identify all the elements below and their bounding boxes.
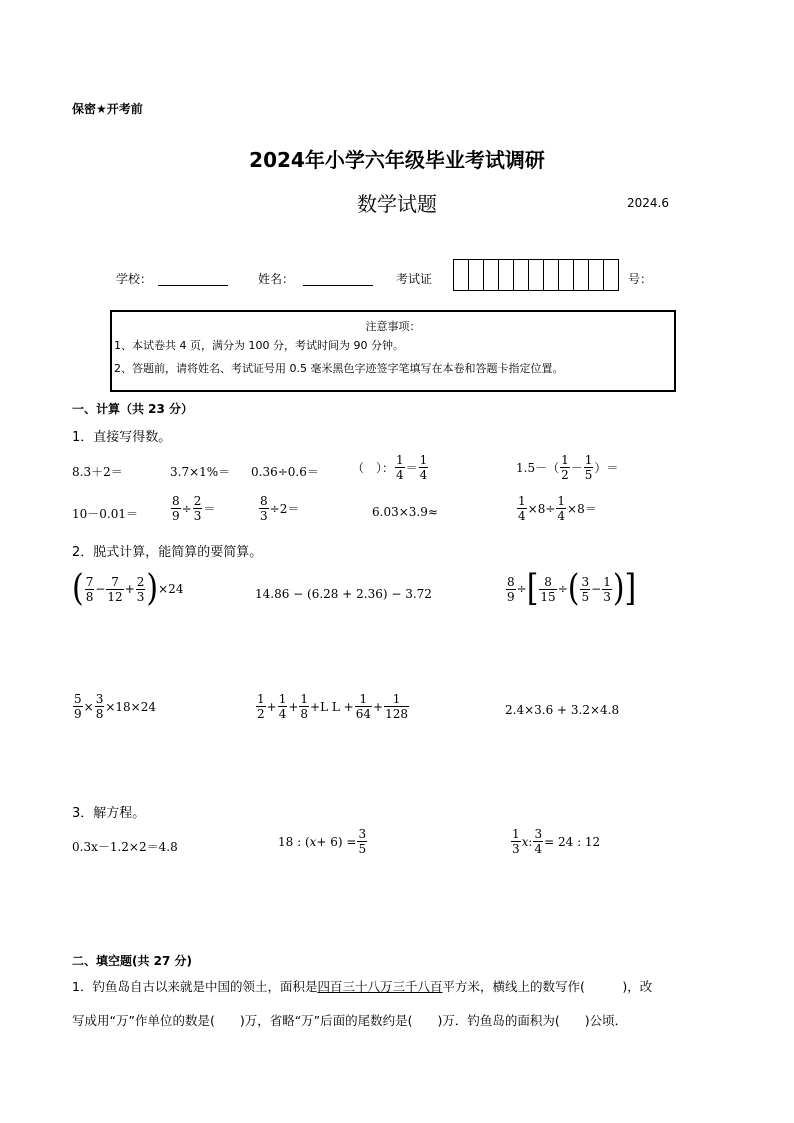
notice-box [110, 310, 676, 392]
confidential-label: 保密★开考前 [72, 102, 143, 116]
q2-expr-3: $\frac{8}{9}$ ÷ [ $\frac{8}{15}$ ÷ ( $\frac{3}{5}$ − $\frac{1}{3}$ ) ] [507, 567, 637, 610]
q2-expr-2: 14.86 − (6.28 + 2.36) − 3.72 [255, 587, 432, 601]
q3-title: 3．解方程。 [72, 806, 146, 821]
q1-item-9: 6.03×3.9≈ [372, 505, 438, 519]
notice-line-1: 1、本试卷共 4 页，满分为 100 分，考试时间为 90 分钟。 [114, 339, 404, 352]
q1-item-5-prefix: 1.5－（ [516, 461, 560, 475]
q1-item-8: $\frac{8}{3}$ ÷2＝ [260, 494, 300, 523]
q1-item-3: 0.36÷0.6＝ [251, 465, 319, 479]
s2-q1-underlined-number: 四百三十八万三千八百 [317, 979, 443, 994]
q2-expr-1: ( $\frac{7}{8}$ − $\frac{7}{12}$ + $\frac{2}{3}$ ) ×24 [72, 567, 184, 610]
s2-q1-line1 [72, 977, 652, 995]
notice-line-2: 2、答题前，请将姓名、考试证号用 0.5 毫米黑色字迹签字笔填写在本卷和答题卡指定位置。 [114, 362, 564, 375]
q3-equation-1: 0.3x－1.2×2＝4.8 [72, 840, 178, 854]
s2-q1-text-a: 1．钓鱼岛自古以来就是中国的领土，面积是 [72, 979, 318, 994]
name-label: 姓名： [258, 272, 295, 286]
q2-expr-4: $\frac{5}{9}$ × $\frac{3}{8}$ ×18×24 [74, 692, 156, 721]
exam-title: 2024年小学六年级毕业考试调研 [249, 148, 545, 172]
q1-item-2: 3.7×1%＝ [170, 465, 231, 479]
notice-title: 注意事项： [365, 320, 421, 333]
section2-heading: 二、填空题(共 27 分) [72, 954, 193, 968]
exam-id-label: 考试证 [396, 272, 433, 286]
q1-item-5: 1.5－（ $\frac{1}{2}$ － $\frac{1}{5}$ ）＝ [516, 453, 619, 482]
exam-date: 2024.6 [627, 196, 669, 210]
q2-expr-6: 2.4×3.6 + 3.2×4.8 [505, 703, 620, 717]
exam-subject: 数学试题 [357, 192, 437, 216]
q1-item-1: 8.3＋2＝ [72, 465, 123, 479]
exam-id-boxes[interactable] [453, 259, 619, 291]
q3-equation-2: 18 : ( x + 6) = $\frac{3}{5}$ [278, 827, 367, 856]
school-field[interactable] [158, 285, 228, 286]
q2-title: 2．脱式计算，能简算的要简算。 [72, 545, 263, 560]
q2-expr-5: $\frac{1}{2}$ + $\frac{1}{4}$ + $\frac{1}{8}$ +L L + $\frac{1}{64}$ + $\frac{1}{128}$ [257, 692, 408, 721]
name-field[interactable] [303, 285, 373, 286]
q3-equation-3: $\frac{1}{3}$ x : $\frac{3}{4}$ = 24 : 12 [512, 827, 601, 856]
school-label: 学校： [116, 272, 153, 286]
q1-item-6: 10－0.01＝ [72, 507, 138, 521]
q1-item-7: $\frac{8}{9}$ ÷ $\frac{2}{3}$ ＝ [172, 494, 216, 523]
q1-item-4-prefix: （ ）： [352, 461, 395, 475]
q1-item-4: （ ）： $\frac{1}{4}$ ＝ $\frac{1}{4}$ [352, 453, 428, 482]
q1-title: 1．直接写得数。 [72, 430, 172, 445]
hao-label: 号： [628, 272, 653, 286]
q1-item-10: $\frac{1}{4}$ ×8÷ $\frac{1}{4}$ ×8＝ [518, 494, 597, 523]
section1-heading: 一、计算（共 23 分） [72, 402, 194, 416]
s2-q1-line2: 写成用“万”作单位的数是( )万，省略“万”后面的尾数约是( )万．钓鱼岛的面积为( )公顷． [72, 1013, 628, 1028]
s2-q1-text-b: 平方米，横线上的数写作( )，改 [442, 979, 653, 994]
